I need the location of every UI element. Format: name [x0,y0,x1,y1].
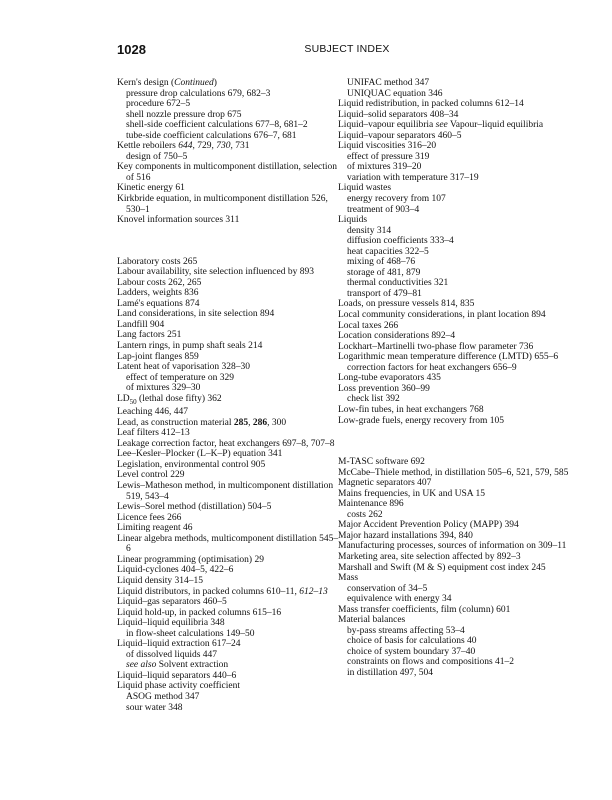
index-entry: Major hazard installations 394, 840 [338,530,473,541]
index-subentry: check list 392 [347,394,400,405]
index-entry: Liquid redistribution, in packed columns 612–14 [338,99,524,110]
index-entry: Loss prevention 360–99 [338,383,430,394]
index-subentry: correction factors for heat exchangers 656–9 [347,362,517,373]
index-entry: Land considerations, in site selection 894 [117,309,275,320]
index-entry: Key components in multicomponent distillation, selection of 516 [117,162,338,183]
index-entry: Lantern rings, in pump shaft seals 214 [117,341,263,352]
index-entry: Lockhart–Martinelli two-phase flow parameter 736 [338,341,534,352]
index-subentry: tube-side coefficient calculations 676–7, 681 [126,130,297,141]
index-entry: Laboratory costs 265 [117,256,198,267]
index-subentry: effect of pressure 319 [347,151,430,162]
index-subentry: choice of system boundary 37–40 [347,646,476,657]
index-entry: Linear algebra methods, multicomponent distillation 545–6 [117,533,339,555]
index-entry: Location considerations 892–4 [338,331,456,342]
index-entry: Low-fin tubes, in heat exchangers 768 [338,404,484,415]
index-subentry: ASOG method 347 [126,691,200,702]
index-entry: Leakage correction factor, heat exchangers 697–8, 707–8 [117,438,335,449]
index-entry: Linear programming (optimisation) 29 [117,554,264,565]
index-entry: Kettle reboilers 644, 729, 730, 731 [117,141,250,152]
index-entry: Liquid phase activity coefficient [117,681,241,692]
index-entry: Liquid–liquid extraction 617–24 [117,639,241,650]
index-entry: Local taxes 266 [338,320,399,331]
index-subentry: treatment of 903–4 [347,204,420,215]
index-entry: Lang factors 251 [117,330,182,341]
index-subentry: procedure 672–5 [126,99,191,110]
index-entry: Loads, on pressure vessels 814, 835 [338,299,475,310]
index-entry: Lewis–Sorel method (distillation) 504–5 [117,502,272,513]
index-entry: Liquid–vapour equilibria see Vapour–liquid equilibria [338,120,544,131]
index-entry: Mass [338,573,359,584]
index-entry: Major Accident Prevention Policy (MAPP) 394 [338,520,519,531]
index-entry: Lead, as construction material 285, 286, 300 [117,417,287,428]
index-entry: Landfill 904 [117,319,165,330]
index-subentry: sour water 348 [126,702,183,713]
index-subentry: in distillation 497, 504 [347,667,434,678]
index-subentry: in flow-sheet calculations 149–50 [126,628,255,639]
running-head: SUBJECT INDEX [304,43,390,55]
index-subentry: equivalence with energy 34 [347,594,452,605]
page-header [117,42,577,58]
index-entry: Lewis–Matheson method, in multicomponent distillation 519, 543–4 [117,481,334,502]
index-entry: Lap-joint flanges 859 [117,351,199,362]
index-subentry: variation with temperature 317–19 [347,172,479,183]
index-entry: Ladders, weights 836 [117,288,199,299]
index-subentry: costs 262 [347,509,383,520]
index-entry: Liquid–liquid equilibria 348 [117,618,225,629]
index-entry: Labour costs 262, 265 [117,277,202,288]
index-entry: Kirkbride equation, in multicomponent distillation 526, 530–1 [117,194,328,215]
index-subentry: of mixtures 329–30 [126,383,201,394]
index-entry: Mains frequencies, in UK and USA 15 [338,488,485,499]
index-entry: Knovel information sources 311 [117,215,240,226]
index-subentry: shell nozzle pressure drop 675 [126,109,242,120]
index-entry: Long-tube evaporators 435 [338,373,441,384]
index-entry: Lamé's equations 874 [117,298,200,309]
index-entry: Leaching 446, 447 [117,407,188,418]
index-subentry: by-pass streams affecting 53–4 [347,625,465,636]
index-entry: Lee–Kesler–Plocker (L–K–P) equation 341 [117,449,283,460]
index-entry: Level control 229 [117,470,185,481]
index-entry: Liquid viscosities 316–20 [338,141,437,152]
index-entry: Magnetic separators 407 [338,478,432,489]
index-entry: Liquids [338,215,368,226]
index-entry: Manufacturing processes, sources of information on 309–11 [338,541,567,552]
index-column-right [338,78,578,679]
index-entry: Marshall and Swift (M & S) equipment cost index 245 [338,562,546,573]
index-subentry: storage of 481, 879 [347,267,421,278]
index-subentry: see also Solvent extraction [126,660,229,671]
index-subentry: pressure drop calculations 679, 682–3 [126,88,271,99]
index-entry: Marketing area, site selection affected by 892–3 [338,551,521,562]
index-entry: Liquid distributors, in packed columns 610–11, 612–13 [117,586,328,597]
index-entry: Liquid–vapour separators 460–5 [338,130,462,141]
index-entry: Liquid density 314–15 [117,575,204,586]
index-subentry: density 314 [347,225,392,236]
index-subentry: effect of temperature on 329 [126,372,234,383]
index-entry: Material balances [338,615,406,626]
index-subentry: conservation of 34–5 [347,583,428,594]
index-entry: Legislation, environmental control 905 [117,459,266,470]
index-entry: Licence fees 266 [117,512,182,523]
index-entry: Low-grade fuels, energy recovery from 105 [338,415,505,426]
index-subentry: shell-side coefficient calculations 677–8, 681–2 [126,120,308,131]
index-entry: Limiting reagent 46 [117,523,193,534]
index-entry: Labour availability, site selection influenced by 893 [117,267,314,278]
page-number: 1028 [117,42,146,57]
index-entry: Liquid-cyclones 404–5, 422–6 [117,565,234,576]
index-subentry: of dissolved liquids 447 [126,649,218,660]
index-entry: Mass transfer coefficients, film (column) 601 [338,604,511,615]
index-subentry: energy recovery from 107 [347,194,446,205]
index-entry: Logarithmic mean temperature difference (LMTD) 655–6 [338,352,559,363]
index-subentry: UNIQUAC equation 346 [347,88,443,99]
index-column-left [117,78,342,713]
index-entry: Leaf filters 412–13 [117,428,190,439]
index-entry: McCabe–Thiele method, in distillation 505–6, 521, 579, 585 [338,467,569,478]
index-entry: $LD_{50}$ (lethal dose fifty) 362 [117,393,222,406]
index-entry: Maintenance 896 [338,499,404,510]
index-subentry: of mixtures 319–20 [347,162,422,173]
index-entry: M-TASC software 692 [338,457,425,468]
index-entry: Liquid–liquid separators 440–6 [117,670,237,681]
index-entry: Liquid wastes [338,183,392,194]
index-entry: Kinetic energy 61 [117,183,185,194]
index-subentry: heat capacities 322–5 [347,246,429,257]
index-entry: Liquid–solid separators 408–34 [338,109,459,120]
index-entry: Local community considerations, in plant location 894 [338,310,546,321]
index-subentry: transport of 479–81 [347,288,422,299]
index-entry: Latent heat of vaporisation 328–30 [117,362,250,373]
index-subentry: design of 750–5 [126,151,188,162]
index-subentry: mixing of 468–76 [347,257,416,268]
index-subentry: thermal conductivities 321 [347,278,449,289]
index-entry: Liquid hold-up, in packed columns 615–16 [117,607,282,618]
index-subentry: UNIFAC method 347 [347,78,430,88]
index-subentry: constraints on flows and compositions 41–2 [347,657,515,668]
index-subentry: diffusion coefficients 333–4 [347,236,454,247]
index-entry: Kern's design (Continued) [117,78,217,88]
index-subentry: choice of basis for calculations 40 [347,636,477,647]
index-entry: Liquid–gas separators 460–5 [117,597,227,608]
